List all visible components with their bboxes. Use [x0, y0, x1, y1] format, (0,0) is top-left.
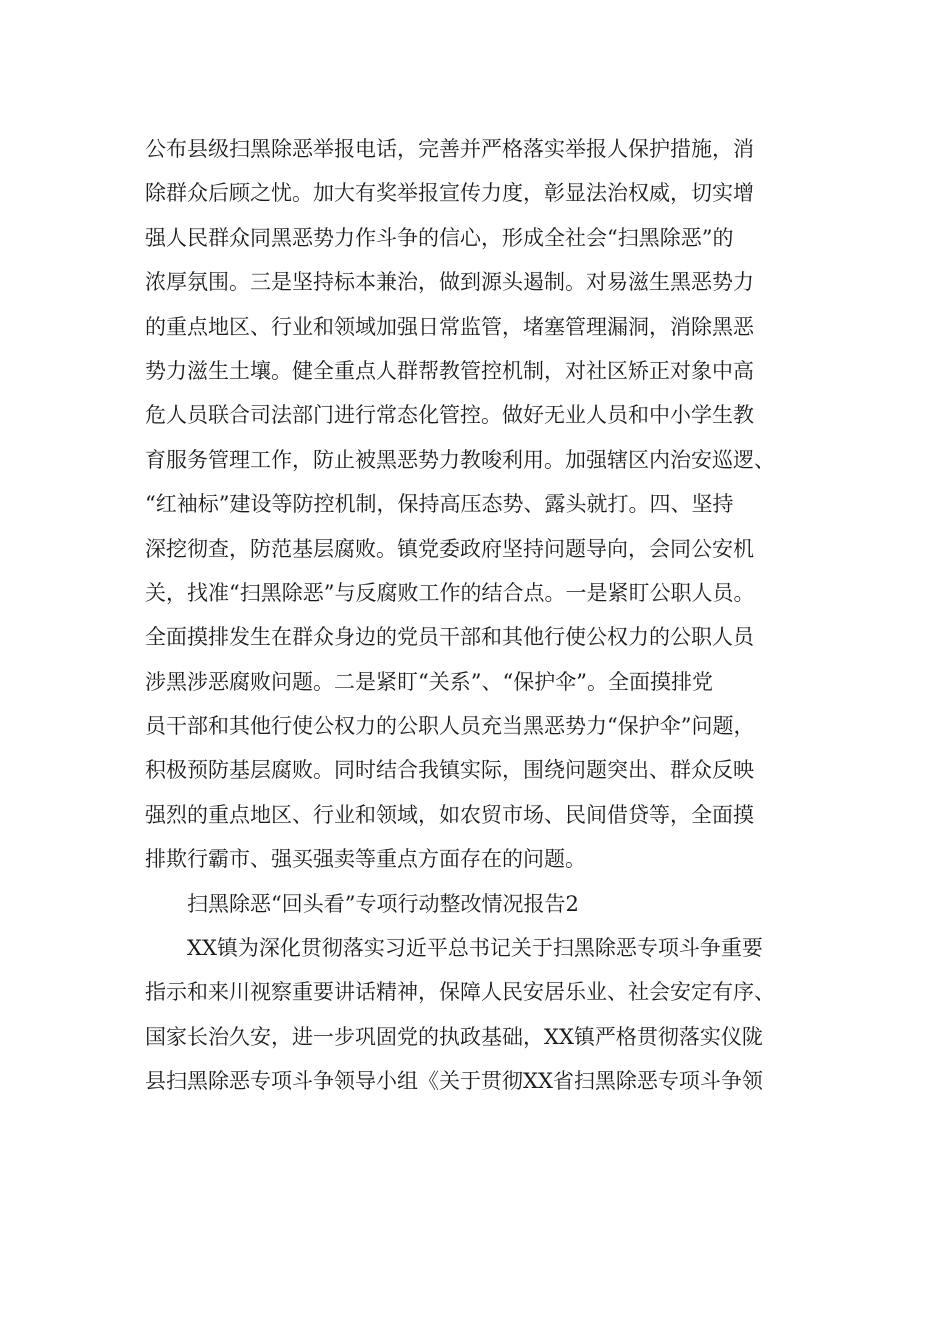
- text-line: 关，找准“扫黑除恶”与反腐败工作的结合点。一是紧盯公职人员。: [145, 580, 755, 605]
- text-line: 涉黑涉恶腐败问题。二是紧盯“关系”、“保护伞”。全面摸排党: [145, 669, 713, 694]
- text-line: 强烈的重点地区、行业和领域，如农贸市场、民间借贷等，全面摸: [145, 802, 754, 827]
- text-line: 深挖彻查，防范基层腐败。镇党委政府坚持问题导向，会同公安机: [145, 536, 754, 561]
- text-line: 育服务管理工作，防止被黑恶势力教唆利用。加强辖区内治安巡逻、: [145, 447, 775, 472]
- text-line: 危人员联合司法部门进行常态化管控。做好无业人员和中小学生教: [145, 403, 754, 428]
- text-line: 国家长治久安，进一步巩固党的执政基础，XX镇严格贯彻落实仪陇: [145, 1024, 763, 1049]
- text-line: 强人民群众同黑恶势力作斗争的信心，形成全社会“扫黑除恶”的: [145, 225, 734, 250]
- text-line: 浓厚氛围。三是坚持标本兼治，做到源头遏制。对易滋生黑恶势力: [145, 270, 754, 295]
- text-line: 公布县级扫黑除恶举报电话，完善并严格落实举报人保护措施，消: [145, 137, 754, 161]
- text-line: 的重点地区、行业和领域加强日常监管，堵塞管理漏洞，消除黑恶: [145, 314, 754, 339]
- report-title-line: 扫黑除恶“回头看”专项行动整改情况报告2: [187, 891, 579, 916]
- text-line: XX镇为深化贯彻落实习近平总书记关于扫黑除恶专项斗争重要: [187, 936, 763, 961]
- text-line: 员干部和其他行使公权力的公职人员充当黑恶势力“保护伞”问题，: [145, 714, 755, 739]
- text-line: 积极预防基层腐败。同时结合我镇实际，围绕问题突出、群众反映: [145, 758, 754, 783]
- text-line: 县扫黑除恶专项斗争领导小组《关于贯彻XX省扫黑除恶专项斗争领: [145, 1069, 763, 1094]
- text-line: 指示和来川视察重要讲话精神，保障人民安居乐业、社会安定有序、: [145, 980, 775, 1005]
- text-line: 除群众后顾之忧。加大有奖举报宣传力度，彰显法治权威，切实增: [145, 181, 754, 206]
- document-body: [145, 127, 825, 1104]
- text-line: 排欺行霸市、强买强卖等重点方面存在的问题。: [145, 847, 586, 872]
- text-line: “红袖标”建设等防控机制，保持高压态势、露头就打。四、坚持: [145, 492, 734, 517]
- text-line: 势力滋生土壤。健全重点人群帮教管控机制，对社区矫正对象中高: [145, 358, 754, 383]
- text-line: 全面摸排发生在群众身边的党员干部和其他行使公权力的公职人员: [145, 625, 754, 650]
